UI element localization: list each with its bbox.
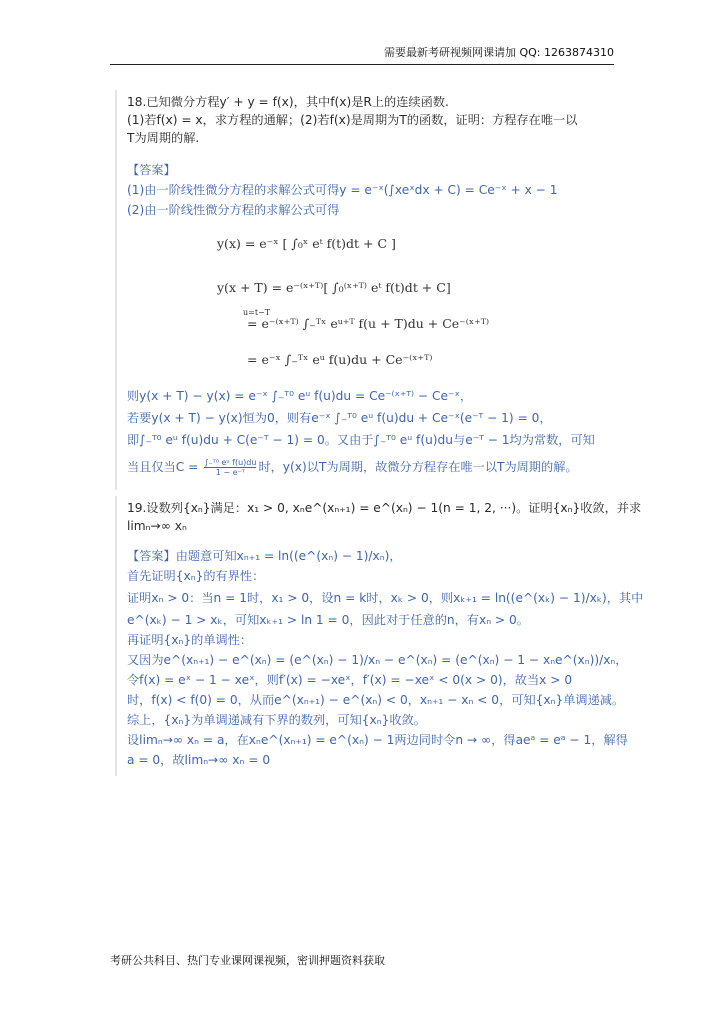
q18-equation-3: = e⁻⁽ˣ⁺ᵀ⁾ ∫₋ᵀˣ eᵘ⁺ᵀ f(u + T)du + Ce⁻⁽ˣ⁺ᵀ⁾ xyxy=(247,316,490,331)
q19-answer-4: e^(xₖ) − 1 > xₖ，可知xₖ₊₁ > ln 1 = 0，因此对于任意的n，有xₙ > 0。 xyxy=(127,613,529,627)
question-18-block xyxy=(115,90,625,490)
q18-substitution-label: u=t−T xyxy=(243,308,271,317)
q18-line-3: T为周期的解. xyxy=(127,131,200,145)
fraction-numerator: ∫₋ᵀ⁰ eᵘ f(u)du xyxy=(204,458,257,467)
q18-line-2: (1)若f(x) = x，求方程的通解；(2)若f(x)是周期为T的函数，证明：方程存在唯一以 xyxy=(127,113,578,127)
fraction-denominator: 1 − e⁻ᵀ xyxy=(215,468,245,477)
q18-proof-4-prefix: 当且仅当C = xyxy=(127,460,203,474)
constant-c-fraction xyxy=(204,458,256,477)
q19-answer-11: a = 0，故limₙ→∞ xₙ = 0 xyxy=(127,753,271,767)
q19-answer-2: 首先证明{xₙ}的有界性： xyxy=(127,569,265,583)
q18-answer-1: (1)由一阶线性微分方程的求解公式可得y = e⁻ˣ(∫xeˣdx + C) = Ce⁻ˣ + x − 1 xyxy=(127,183,558,197)
q19-answer-5: 再证明{xₙ}的单调性： xyxy=(127,633,253,647)
q19-answer-7: 令f(x) = eˣ − 1 − xeˣ，则f′(x) = −xeˣ，f′(x) = −xeˣ < 0(x > 0)，故当x > 0 xyxy=(127,673,573,687)
q19-answer-1: 【答案】由题意可知xₙ₊₁ = ln((e^(xₙ) − 1)/xₙ)， xyxy=(127,549,402,563)
question-19-block xyxy=(115,496,644,776)
q18-proof-3: 即∫₋ᵀ⁰ eᵘ f(u)du + C(e⁻ᵀ − 1) = 0。又由于∫₋ᵀ⁰ eᵘ f(u)du与e⁻ᵀ − 1均为常数，可知 xyxy=(127,433,595,447)
q18-proof-2: 若要y(x + T) − y(x)恒为0，则有e⁻ˣ ∫₋ᵀ⁰ eᵘ f(u)du + Ce⁻ˣ(e⁻ᵀ − 1) = 0， xyxy=(127,411,552,425)
q19-line-1: 19.设数列{xₙ}满足：x₁ > 0, xₙe^(xₙ₊₁) = e^(xₙ) − 1(n = 1, 2, ···)。证明{xₙ}收敛，并求 xyxy=(127,501,642,515)
q19-answer-9: 综上，{xₙ}为单调递减有下界的数列，可知{xₙ}收敛。 xyxy=(127,713,426,727)
q19-answer-8: 时，f(x) < f(0) = 0，从而e^(xₙ₊₁) − e^(xₙ) < 0，xₙ₊₁ − xₙ < 0，可知{xₙ}单调递减。 xyxy=(127,693,625,707)
q19-line-2: limₙ→∞ xₙ xyxy=(127,519,187,533)
q19-answer-3: 证明xₙ > 0：当n = 1时，x₁ > 0，设n = k时，xₖ > 0，则xₖ₊₁ = ln((e^(xₖ) − 1)/xₖ)，其中 xyxy=(127,591,644,605)
q18-answer-2: (2)由一阶线性微分方程的求解公式可得 xyxy=(127,203,340,217)
q18-proof-1: 则y(x + T) − y(x) = e⁻ˣ ∫₋ᵀ⁰ eᵘ f(u)du = Ce⁻⁽ˣ⁺ᵀ⁾ − Ce⁻ˣ， xyxy=(127,389,473,403)
page-footer: 考研公共科目、热门专业课网课视频，密训押题资料获取 xyxy=(110,954,385,967)
page-header: 需要最新考研视频网课请加 QQ: 1263874310 xyxy=(110,44,614,65)
q18-equation-2: y(x + T) = e⁻⁽ˣ⁺ᵀ⁾[ ∫₀⁽ˣ⁺ᵀ⁾ eᵗ f(t)dt + C] xyxy=(217,280,451,295)
q18-equation-4: = e⁻ˣ ∫₋ᵀˣ eᵘ f(u)du + Ce⁻⁽ˣ⁺ᵀ⁾ xyxy=(247,352,433,367)
q18-proof-4 xyxy=(127,458,578,477)
q19-answer-10: 设limₙ→∞ xₙ = a，在xₙe^(xₙ₊₁) = e^(xₙ) − 1两边同时令n → ∞，得aeᵃ = eᵃ − 1，解得 xyxy=(127,733,628,747)
q18-line-1: 18.已知微分方程y′ + y = f(x)，其中f(x)是R上的连续函数. xyxy=(127,95,449,109)
q18-proof-4-suffix: 时，y(x)以T为周期，故微分方程存在唯一以T为周期的解。 xyxy=(258,460,578,474)
q19-answer-6: 又因为e^(xₙ₊₁) − e^(xₙ) = (e^(xₙ) − 1)/xₙ − e^(xₙ) = (e^(xₙ) − 1 − xₙe^(xₙ))/xₙ， xyxy=(127,653,628,667)
q18-answer-heading: 【答案】 xyxy=(127,163,176,177)
q18-equation-1: y(x) = e⁻ˣ [ ∫₀ˣ eᵗ f(t)dt + C ] xyxy=(217,236,396,251)
